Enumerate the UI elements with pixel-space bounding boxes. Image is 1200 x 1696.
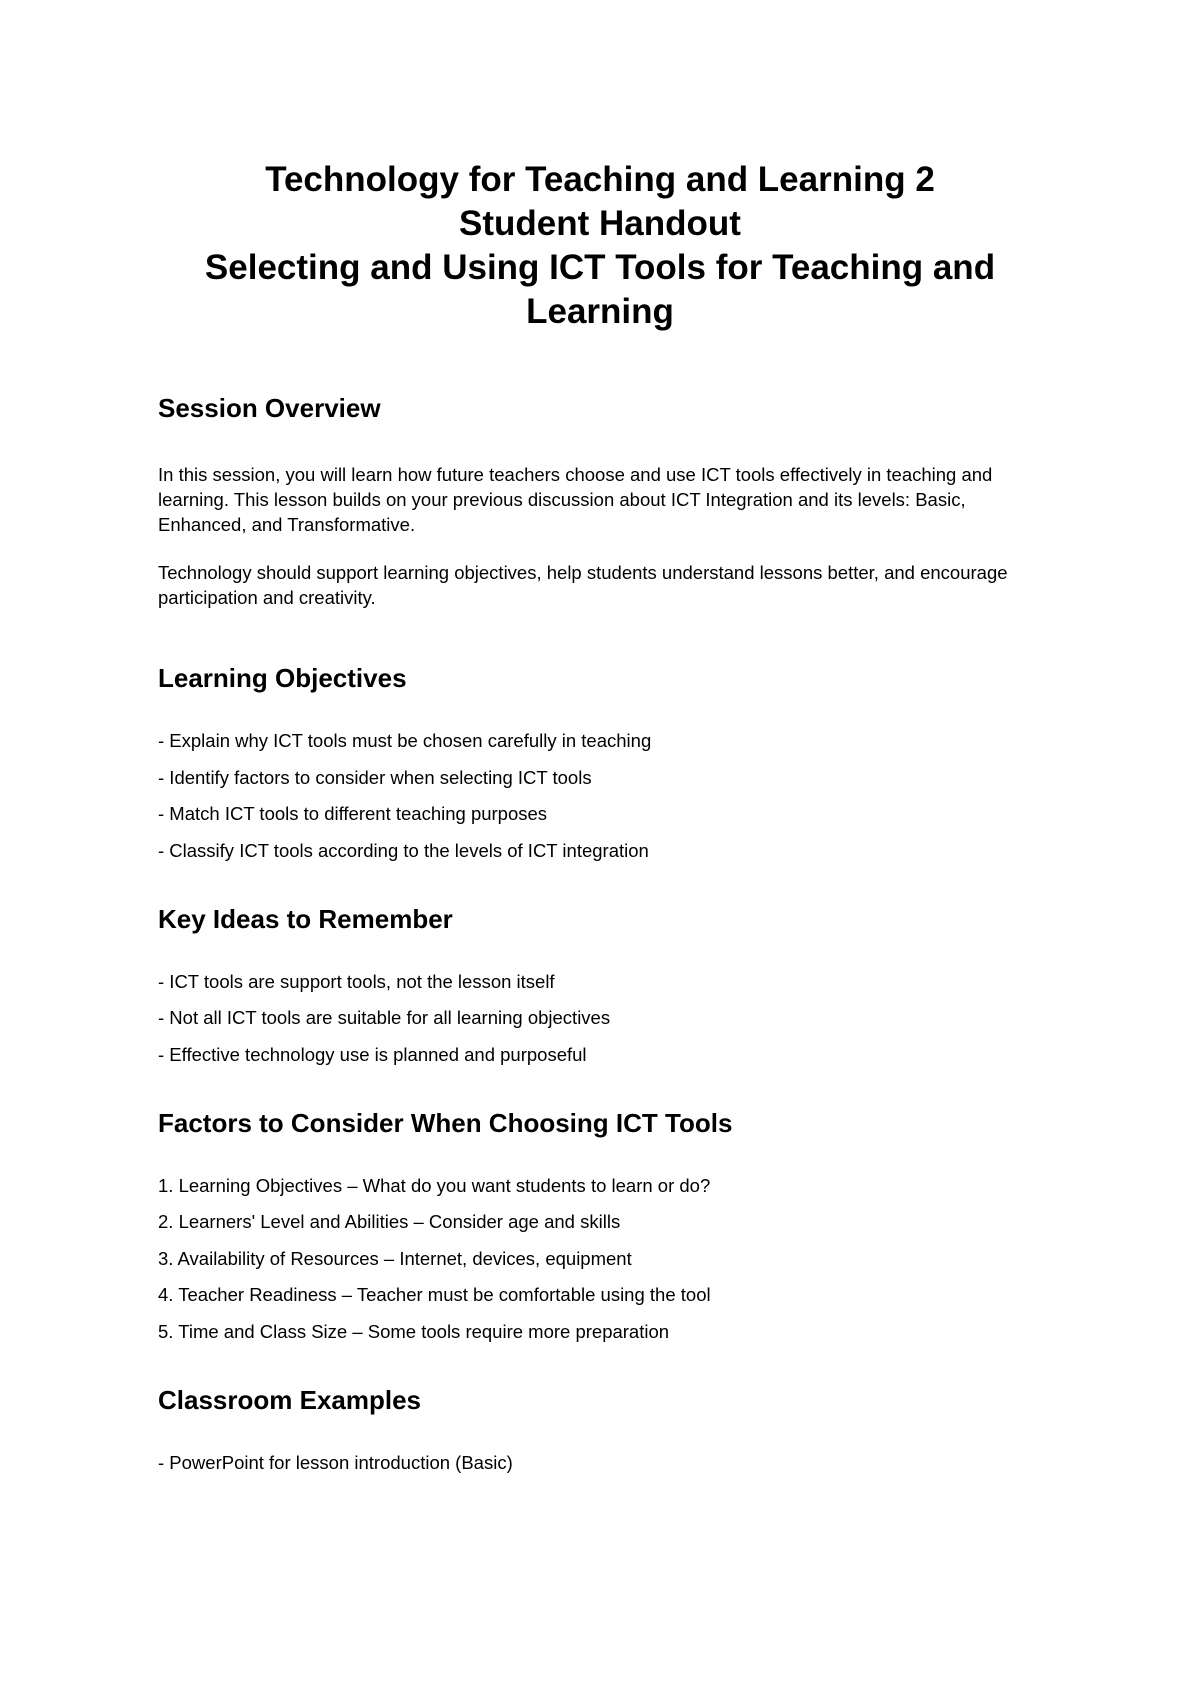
overview-paragraph-1: In this session, you will learn how future teachers choose and use ICT tools effectively in teaching and learning. This lesson builds on your previous discussion about ICT Integration and its levels: Basic, Enhanced, and Transformative. bbox=[158, 464, 993, 535]
overview-paragraph-2: Technology should support learning objectives, help students understand lessons better, and encourage participation and creativity. bbox=[158, 562, 1008, 608]
objectives-list bbox=[158, 728, 1058, 863]
list-item: - Explain why ICT tools must be chosen carefully in teaching bbox=[158, 730, 652, 751]
section-factors bbox=[158, 1107, 1058, 1344]
section-learning-objectives bbox=[158, 662, 1058, 863]
list-item: 4. Teacher Readiness – Teacher must be comfortable using the tool bbox=[158, 1284, 711, 1305]
factors-list bbox=[158, 1173, 1058, 1344]
list-item: - Effective technology use is planned and purposeful bbox=[158, 1043, 587, 1065]
section-key-ideas bbox=[158, 903, 1058, 1067]
list-item: 3. Availability of Resources – Internet, devices, equipment bbox=[158, 1247, 632, 1269]
section-heading: Learning Objectives bbox=[158, 663, 407, 693]
list-item: - Match ICT tools to different teaching purposes bbox=[158, 803, 548, 824]
key-ideas-list bbox=[158, 969, 1058, 1067]
section-heading: Classroom Examples bbox=[158, 1384, 422, 1415]
document-title bbox=[150, 158, 1050, 334]
list-item: - Not all ICT tools are suitable for all learning objectives bbox=[158, 1007, 611, 1028]
title-line-topic: Selecting and Using ICT Tools for Teaching and bbox=[204, 248, 996, 287]
section-heading: Session Overview bbox=[158, 393, 381, 423]
section-heading: Factors to Consider When Choosing ICT Tools bbox=[158, 1107, 733, 1138]
title-line-course: Technology for Teaching and Learning 2 bbox=[265, 160, 935, 199]
list-item: - Identify factors to consider when selecting ICT tools bbox=[158, 766, 592, 788]
list-item: - ICT tools are support tools, not the lesson itself bbox=[158, 970, 555, 992]
section-classroom-examples bbox=[158, 1384, 1058, 1475]
list-item: 1. Learning Objectives – What do you want students to learn or do? bbox=[158, 1174, 711, 1196]
section-session-overview bbox=[158, 392, 1058, 610]
section-heading: Key Ideas to Remember bbox=[158, 903, 453, 934]
document-body bbox=[158, 392, 1058, 1486]
title-line-handout: Student Handout bbox=[459, 204, 741, 243]
list-item: - Classify ICT tools according to the levels of ICT integration bbox=[158, 839, 649, 861]
title-line-topic-cont: Learning bbox=[526, 292, 674, 331]
list-item: 2. Learners' Level and Abilities – Consider age and skills bbox=[158, 1211, 621, 1232]
list-item: 5. Time and Class Size – Some tools require more preparation bbox=[158, 1320, 670, 1342]
list-item: - PowerPoint for lesson introduction (Basic) bbox=[158, 1451, 513, 1473]
examples-list bbox=[158, 1450, 1058, 1475]
